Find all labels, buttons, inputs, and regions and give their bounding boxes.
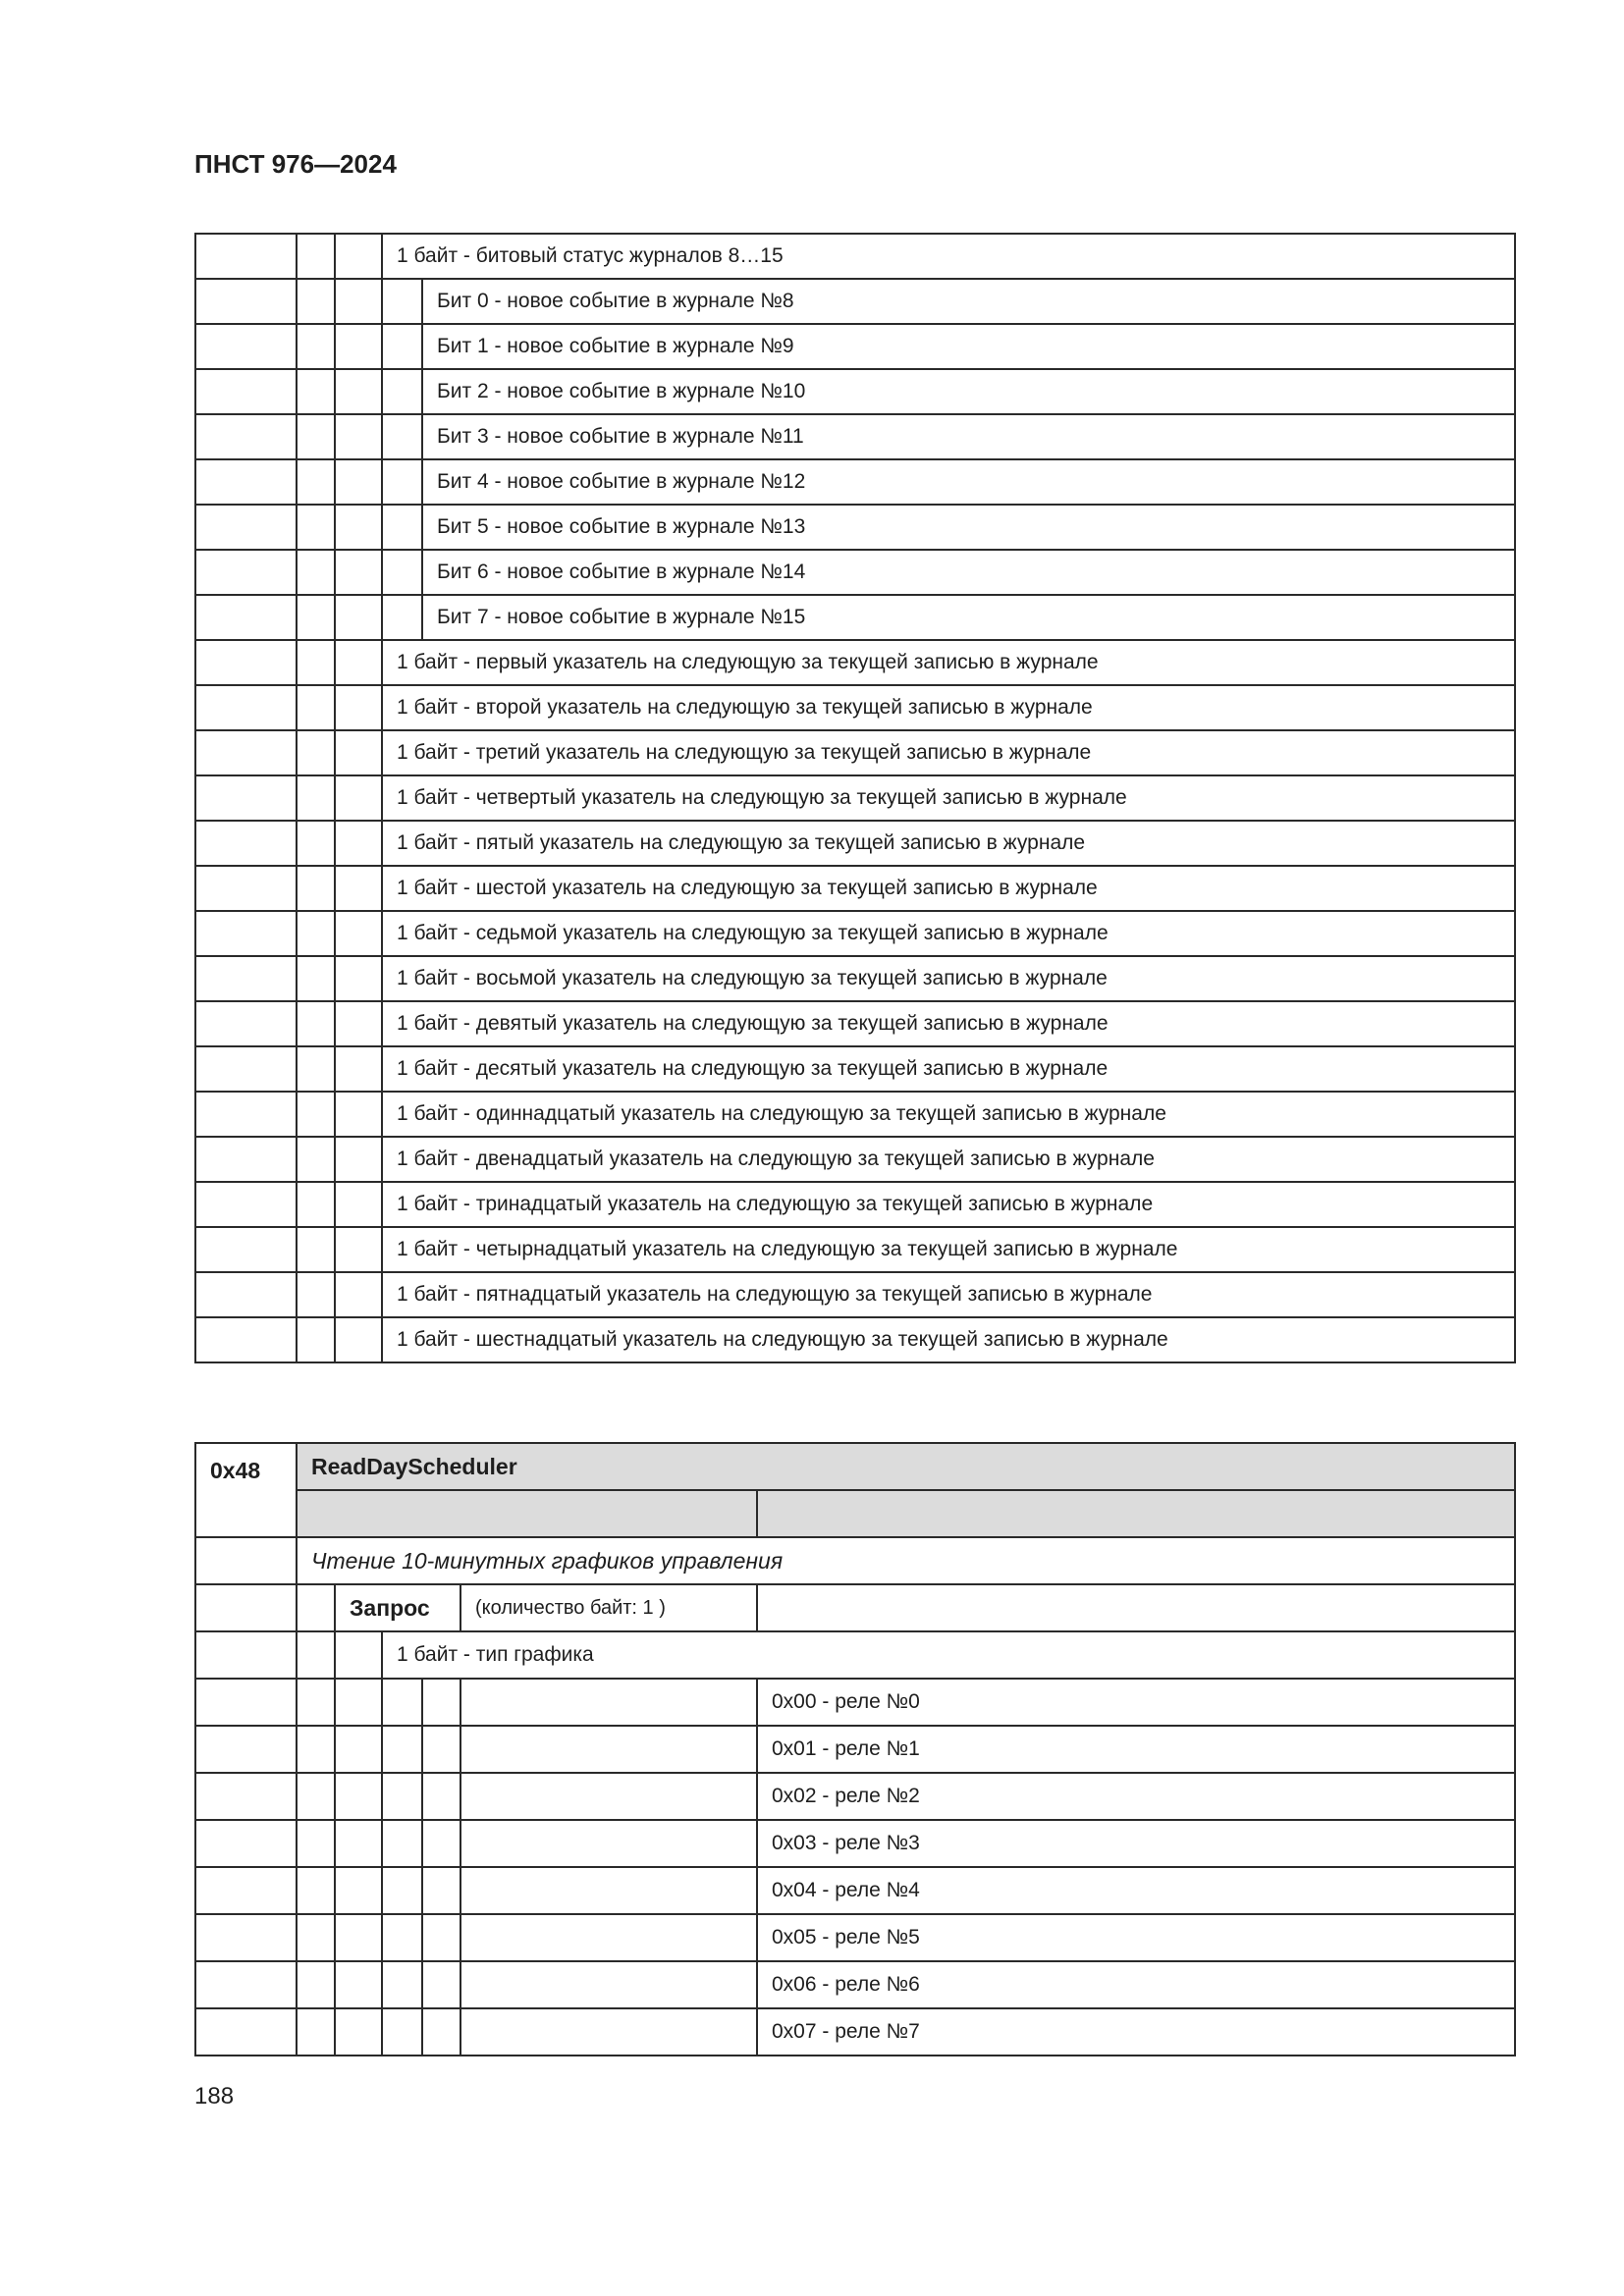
empty-cell xyxy=(195,1679,297,1726)
empty-cell xyxy=(382,1726,422,1773)
empty-cell xyxy=(297,2008,335,2056)
table-row xyxy=(195,369,1515,414)
empty-cell xyxy=(382,1914,422,1961)
pointer-description: 1 байт - шестой указатель на следующую за текущей записью в журнале xyxy=(382,866,1515,911)
empty-cell xyxy=(382,550,422,595)
pointer-description: 1 байт - пятнадцатый указатель на следующую за текущей записью в журнале xyxy=(382,1272,1515,1317)
empty-cell xyxy=(195,1137,297,1182)
empty-cell xyxy=(335,685,382,730)
relay-option: 0x02 - реле №2 xyxy=(757,1773,1515,1820)
request-label: Запрос xyxy=(335,1584,460,1631)
empty-cell xyxy=(382,595,422,640)
table-row xyxy=(195,550,1515,595)
empty-cell xyxy=(195,550,297,595)
empty-cell xyxy=(297,1272,335,1317)
empty-cell xyxy=(422,1867,460,1914)
table-row xyxy=(195,1679,1515,1726)
empty-cell xyxy=(195,1227,297,1272)
pointer-description: 1 байт - девятый указатель на следующую за текущей записью в журнале xyxy=(382,1001,1515,1046)
table-row xyxy=(195,1317,1515,1362)
empty-cell xyxy=(460,2008,757,2056)
table-row xyxy=(195,685,1515,730)
empty-cell xyxy=(382,369,422,414)
empty-cell xyxy=(382,2008,422,2056)
empty-cell xyxy=(335,1046,382,1092)
pointer-description: 1 байт - четвертый указатель на следующую за текущей записью в журнале xyxy=(382,775,1515,821)
empty-cell xyxy=(297,1726,335,1773)
table-row xyxy=(195,640,1515,685)
empty-cell xyxy=(195,2008,297,2056)
empty-cell xyxy=(195,1317,297,1362)
table-row xyxy=(195,1631,1515,1679)
pointer-description: 1 байт - второй указатель на следующую за текущей записью в журнале xyxy=(382,685,1515,730)
empty-cell xyxy=(460,1867,757,1914)
empty-cell xyxy=(195,1182,297,1227)
table-row xyxy=(195,1137,1515,1182)
table-row xyxy=(195,459,1515,505)
empty-cell xyxy=(195,1914,297,1961)
empty-cell xyxy=(460,1679,757,1726)
table-row xyxy=(195,1537,1515,1584)
empty-cell xyxy=(297,505,335,550)
empty-cell xyxy=(335,1227,382,1272)
command-name: ReadDayScheduler xyxy=(297,1443,1515,1490)
command-description: Чтение 10-минутных графиков управления xyxy=(297,1537,1515,1584)
empty-cell xyxy=(297,1227,335,1272)
empty-cell xyxy=(335,1867,382,1914)
read-day-scheduler-table-body xyxy=(195,1443,1515,2056)
empty-cell xyxy=(335,866,382,911)
table-row xyxy=(195,1726,1515,1773)
empty-cell xyxy=(195,1773,297,1820)
empty-cell xyxy=(335,414,382,459)
empty-cell xyxy=(382,1679,422,1726)
document-code: ПНСТ 976—2024 xyxy=(194,149,397,179)
empty-cell xyxy=(297,1001,335,1046)
empty-cell xyxy=(195,595,297,640)
empty-cell xyxy=(297,1046,335,1092)
empty-cell xyxy=(195,821,297,866)
empty-cell xyxy=(297,1092,335,1137)
empty-cell xyxy=(335,956,382,1001)
journal-status-table-body xyxy=(195,234,1515,1362)
empty-cell xyxy=(335,595,382,640)
header-blank-cell xyxy=(757,1490,1515,1537)
table-row xyxy=(195,1867,1515,1914)
empty-cell xyxy=(297,911,335,956)
table-row xyxy=(195,956,1515,1001)
empty-cell xyxy=(195,414,297,459)
empty-cell xyxy=(297,369,335,414)
empty-cell xyxy=(297,1867,335,1914)
relay-option: 0x05 - реле №5 xyxy=(757,1914,1515,1961)
bit-description: Бит 0 - новое событие в журнале №8 xyxy=(422,279,1515,324)
table-row xyxy=(195,2008,1515,2056)
empty-cell xyxy=(195,1046,297,1092)
empty-cell xyxy=(335,1272,382,1317)
empty-cell xyxy=(335,505,382,550)
page-number: 188 xyxy=(194,2083,235,2109)
empty-cell xyxy=(195,730,297,775)
pointer-description: 1 байт - седьмой указатель на следующую за текущей записью в журнале xyxy=(382,911,1515,956)
empty-cell xyxy=(382,414,422,459)
bit-description: Бит 7 - новое событие в журнале №15 xyxy=(422,595,1515,640)
empty-cell xyxy=(195,1820,297,1867)
table-row xyxy=(195,730,1515,775)
relay-option: 0x07 - реле №7 xyxy=(757,2008,1515,2056)
table-row xyxy=(195,279,1515,324)
empty-cell xyxy=(422,1773,460,1820)
empty-cell xyxy=(335,1182,382,1227)
journal-status-table xyxy=(194,233,1516,1363)
empty-cell xyxy=(195,1092,297,1137)
empty-cell xyxy=(195,279,297,324)
empty-cell xyxy=(297,324,335,369)
empty-cell xyxy=(297,1317,335,1362)
empty-cell xyxy=(297,1820,335,1867)
table-row xyxy=(195,324,1515,369)
empty-cell xyxy=(297,775,335,821)
empty-cell xyxy=(335,640,382,685)
empty-cell xyxy=(422,1961,460,2008)
read-day-scheduler-table xyxy=(194,1442,1516,2056)
empty-cell xyxy=(422,1679,460,1726)
empty-cell xyxy=(335,324,382,369)
table-row xyxy=(195,821,1515,866)
schedule-type-row: 1 байт - тип графика xyxy=(382,1631,1515,1679)
empty-cell xyxy=(297,1773,335,1820)
table-row xyxy=(195,1046,1515,1092)
pointer-description: 1 байт - восьмой указатель на следующую за текущей записью в журнале xyxy=(382,956,1515,1001)
empty-cell xyxy=(335,369,382,414)
empty-cell xyxy=(195,640,297,685)
empty-cell xyxy=(195,369,297,414)
empty-cell xyxy=(195,1272,297,1317)
table-row xyxy=(195,595,1515,640)
empty-cell xyxy=(382,279,422,324)
pointer-description: 1 байт - четырнадцатый указатель на следующую за текущей записью в журнале xyxy=(382,1227,1515,1272)
pointer-description: 1 байт - первый указатель на следующую за текущей записью в журнале xyxy=(382,640,1515,685)
empty-cell xyxy=(382,1820,422,1867)
empty-cell xyxy=(297,550,335,595)
empty-cell xyxy=(297,1679,335,1726)
empty-cell xyxy=(297,595,335,640)
empty-cell xyxy=(382,459,422,505)
empty-cell xyxy=(335,1726,382,1773)
empty-cell xyxy=(195,1961,297,2008)
empty-cell xyxy=(422,1820,460,1867)
empty-cell xyxy=(195,956,297,1001)
empty-cell xyxy=(195,866,297,911)
empty-cell xyxy=(297,956,335,1001)
relay-option: 0x01 - реле №1 xyxy=(757,1726,1515,1773)
empty-cell xyxy=(460,1726,757,1773)
empty-cell xyxy=(460,1773,757,1820)
empty-cell xyxy=(297,1914,335,1961)
empty-cell xyxy=(297,640,335,685)
empty-cell xyxy=(335,279,382,324)
table-row xyxy=(195,1961,1515,2008)
empty-cell xyxy=(382,324,422,369)
empty-cell xyxy=(297,414,335,459)
header-blank-cell xyxy=(297,1490,757,1537)
table-row xyxy=(195,505,1515,550)
empty-cell xyxy=(297,866,335,911)
empty-cell xyxy=(382,1773,422,1820)
empty-cell xyxy=(195,911,297,956)
empty-cell xyxy=(335,730,382,775)
empty-cell xyxy=(195,1867,297,1914)
table-row xyxy=(195,1227,1515,1272)
empty-cell xyxy=(335,911,382,956)
empty-cell xyxy=(335,775,382,821)
empty-cell xyxy=(335,1001,382,1046)
pointer-description: 1 байт - двенадцатый указатель на следующую за текущей записью в журнале xyxy=(382,1137,1515,1182)
relay-option: 0x03 - реле №3 xyxy=(757,1820,1515,1867)
empty-cell xyxy=(335,1820,382,1867)
empty-cell xyxy=(195,505,297,550)
empty-cell xyxy=(335,1961,382,2008)
table-row xyxy=(195,1443,1515,1490)
empty-cell xyxy=(195,324,297,369)
pointer-description: 1 байт - одиннадцатый указатель на следующую за текущей записью в журнале xyxy=(382,1092,1515,1137)
pointer-description: 1 байт - тринадцатый указатель на следующую за текущей записью в журнале xyxy=(382,1182,1515,1227)
empty-cell xyxy=(382,1867,422,1914)
empty-cell xyxy=(422,1914,460,1961)
relay-option: 0x00 - реле №0 xyxy=(757,1679,1515,1726)
pointer-description: 1 байт - третий указатель на следующую за текущей записью в журнале xyxy=(382,730,1515,775)
empty-cell xyxy=(297,821,335,866)
table-row xyxy=(195,1584,1515,1631)
empty-cell xyxy=(335,1679,382,1726)
empty-cell xyxy=(460,1961,757,2008)
empty-cell xyxy=(422,2008,460,2056)
table-row xyxy=(195,1914,1515,1961)
bit-description: Бит 2 - новое событие в журнале №10 xyxy=(422,369,1515,414)
empty-cell xyxy=(335,1137,382,1182)
empty-cell xyxy=(335,1773,382,1820)
empty-cell xyxy=(297,1961,335,2008)
table-row xyxy=(195,775,1515,821)
empty-cell xyxy=(297,279,335,324)
relay-option: 0x06 - реле №6 xyxy=(757,1961,1515,2008)
table-row xyxy=(195,1272,1515,1317)
bit-description: Бит 6 - новое событие в журнале №14 xyxy=(422,550,1515,595)
table-row xyxy=(195,1092,1515,1137)
table-row xyxy=(195,1182,1515,1227)
empty-cell xyxy=(297,1182,335,1227)
relay-option: 0x04 - реле №4 xyxy=(757,1867,1515,1914)
table-row xyxy=(195,911,1515,956)
empty-cell xyxy=(335,1914,382,1961)
empty-cell xyxy=(297,459,335,505)
empty-cell xyxy=(195,1001,297,1046)
status-byte-cell: 1 байт - битовый статус журналов 8…15 xyxy=(382,234,1515,279)
empty-cell xyxy=(297,730,335,775)
empty-cell xyxy=(335,2008,382,2056)
command-code: 0x48 xyxy=(195,1443,297,1537)
bit-description: Бит 3 - новое событие в журнале №11 xyxy=(422,414,1515,459)
empty-cell xyxy=(195,1726,297,1773)
empty-cell xyxy=(297,1137,335,1182)
table-row xyxy=(195,1773,1515,1820)
request-size: (количество байт: 1 ) xyxy=(460,1584,757,1631)
bit-description: Бит 4 - новое событие в журнале №12 xyxy=(422,459,1515,505)
pointer-description: 1 байт - десятый указатель на следующую за текущей записью в журнале xyxy=(382,1046,1515,1092)
empty-cell xyxy=(335,1317,382,1362)
empty-cell xyxy=(335,821,382,866)
empty-cell xyxy=(335,1092,382,1137)
empty-cell xyxy=(422,1726,460,1773)
pointer-description: 1 байт - пятый указатель на следующую за текущей записью в журнале xyxy=(382,821,1515,866)
empty-cell xyxy=(195,775,297,821)
table-row xyxy=(195,414,1515,459)
empty-cell xyxy=(297,685,335,730)
table-row xyxy=(195,1820,1515,1867)
empty-cell xyxy=(382,1961,422,2008)
empty-cell xyxy=(460,1820,757,1867)
table-row xyxy=(195,234,1515,279)
empty-cell xyxy=(195,459,297,505)
pointer-description: 1 байт - шестнадцатый указатель на следующую за текущей записью в журнале xyxy=(382,1317,1515,1362)
table-row xyxy=(195,1490,1515,1537)
table-row xyxy=(195,1001,1515,1046)
empty-cell xyxy=(195,685,297,730)
table-row xyxy=(195,866,1515,911)
bit-description: Бит 1 - новое событие в журнале №9 xyxy=(422,324,1515,369)
empty-cell xyxy=(382,505,422,550)
empty-cell xyxy=(335,459,382,505)
empty-cell xyxy=(460,1914,757,1961)
bit-description: Бит 5 - новое событие в журнале №13 xyxy=(422,505,1515,550)
empty-cell xyxy=(335,550,382,595)
